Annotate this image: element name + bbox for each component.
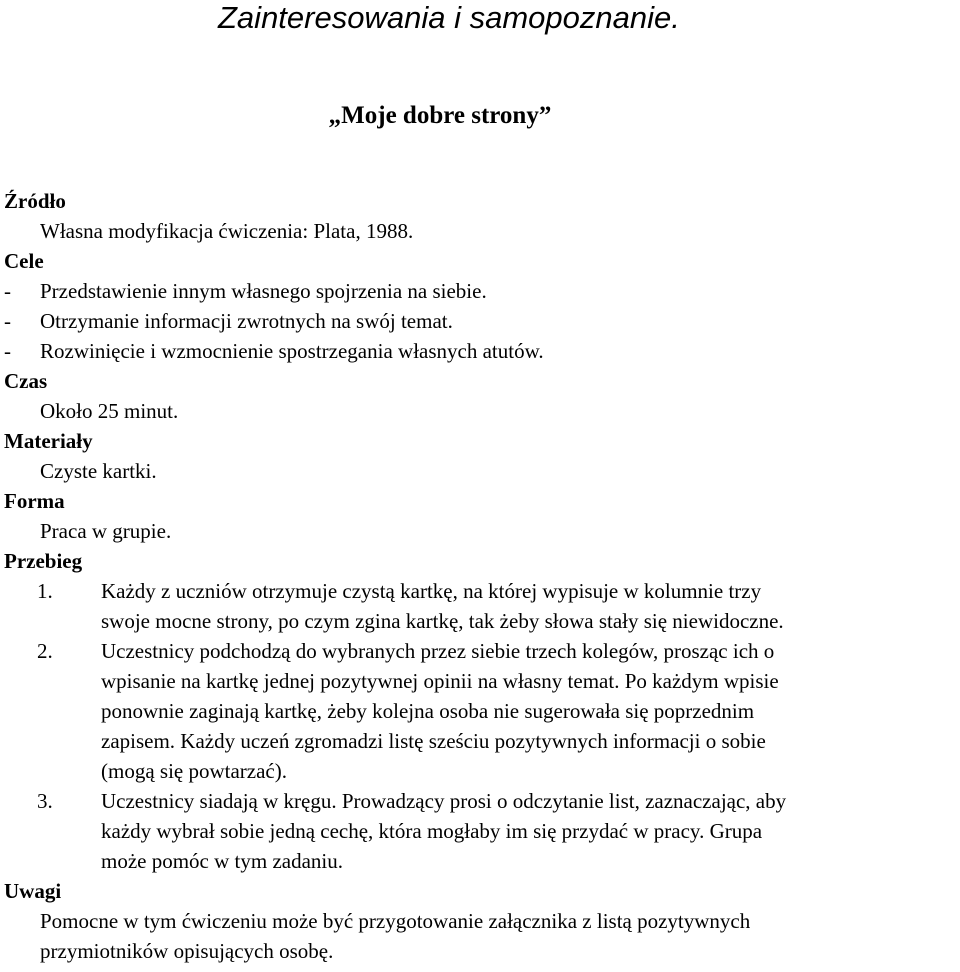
section-heading-forma: Forma: [4, 489, 65, 513]
procedure-step: [4, 786, 956, 876]
step-line: Każdy z uczniów otrzymuje czystą kartkę, na której wypisuje w kolumnie trzy: [101, 579, 762, 603]
step-number: 3.: [37, 789, 53, 813]
exercise-content: [4, 186, 956, 966]
goal-item: [4, 306, 956, 336]
section-heading-materialy: Materiały: [4, 429, 93, 453]
step-line: Uczestnicy siadają w kręgu. Prowadzący prosi o odczytanie list, zaznaczając, aby: [101, 789, 787, 813]
step-line: ponownie zaginają kartkę, żeby kolejna osoba nie sugerowała się poprzednim: [101, 699, 755, 723]
step-text: [101, 636, 956, 786]
goal-item: [4, 276, 956, 306]
step-line: może pomóc w tym zadaniu.: [101, 849, 344, 873]
procedure-step: [4, 576, 956, 636]
notes-line: Pomocne w tym ćwiczeniu może być przygotowanie załącznika z listą pozytywnych: [40, 909, 751, 933]
section-text-materialy: Czyste kartki.: [40, 459, 157, 483]
step-text: [101, 786, 956, 876]
section-text-zrodlo: Własna modyfikacja ćwiczenia: Plata, 1988.: [40, 219, 414, 243]
step-line: Uczestnicy podchodzą do wybranych przez siebie trzech kolegów, prosząc ich o: [101, 639, 775, 663]
step-line: swoje mocne strony, po czym zgina kartkę, tak żeby słowa stały się niewidoczne.: [101, 609, 784, 633]
procedure-step: [4, 636, 956, 786]
section-text-forma: Praca w grupie.: [40, 519, 172, 543]
goal-text: Rozwinięcie i wzmocnienie spostrzegania własnych atutów.: [40, 339, 544, 363]
step-line: wpisanie na kartkę jednej pozytywnej opinii na własny temat. Po każdym wpisie: [101, 669, 779, 693]
step-text: [101, 576, 956, 636]
step-number: 2.: [37, 639, 53, 663]
notes-line: przymiotników opisujących osobę.: [40, 939, 334, 963]
step-number: 1.: [37, 579, 53, 603]
list-dash: -: [4, 309, 11, 333]
exercise-title: „Moje dobre strony”: [328, 102, 552, 129]
section-heading-zrodlo: Źródło: [4, 189, 66, 213]
section-heading-cele: Cele: [4, 249, 44, 273]
step-line: każdy wybrał sobie jedną cechę, która mogłaby im się przydać w pracy. Grupa: [101, 819, 763, 843]
section-heading-uwagi: Uwagi: [4, 879, 62, 903]
page-title: Zainteresowania i samopoznanie.: [218, 0, 680, 35]
section-text-czas: Około 25 minut.: [40, 399, 179, 423]
step-line: (mogą się powtarzać).: [101, 759, 287, 783]
goal-item: [4, 336, 956, 366]
section-heading-czas: Czas: [4, 369, 48, 393]
list-dash: -: [4, 339, 11, 363]
goal-text: Otrzymanie informacji zwrotnych na swój temat.: [40, 309, 453, 333]
step-line: zapisem. Każdy uczeń zgromadzi listę sześciu pozytywnych informacji o sobie: [101, 729, 766, 753]
list-dash: -: [4, 279, 11, 303]
goal-text: Przedstawienie innym własnego spojrzenia na siebie.: [40, 279, 487, 303]
section-heading-przebieg: Przebieg: [4, 549, 83, 573]
